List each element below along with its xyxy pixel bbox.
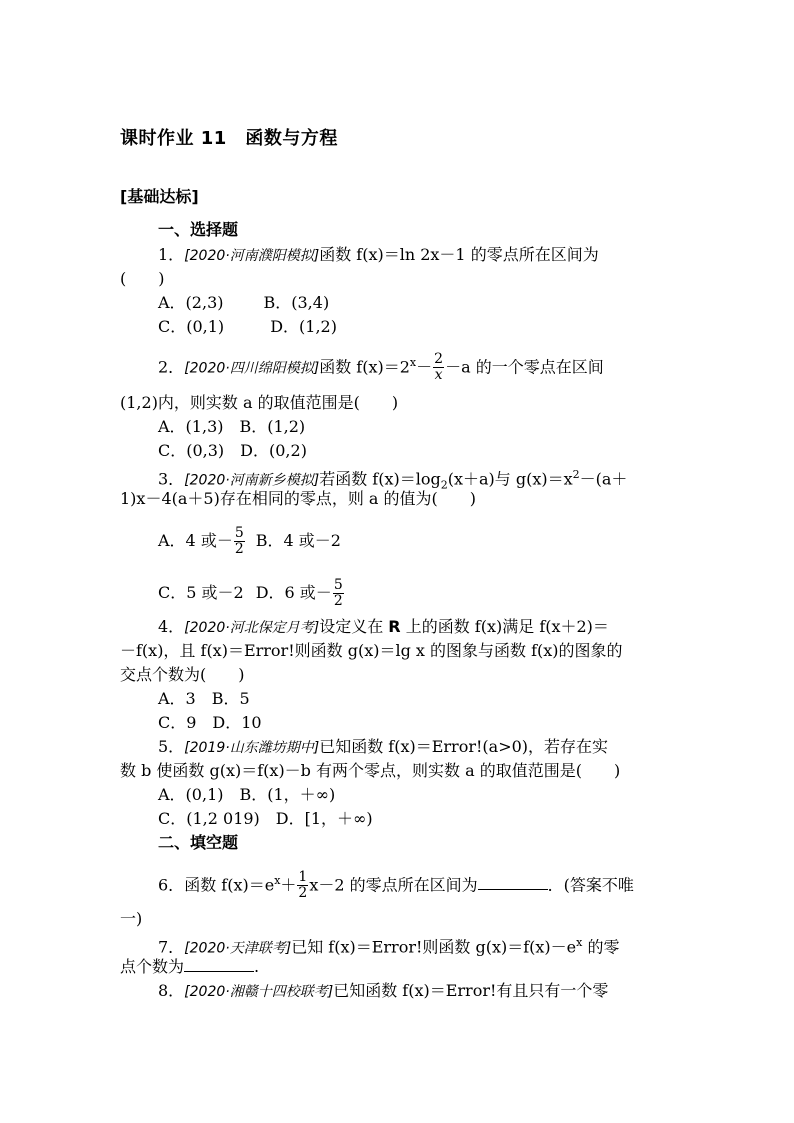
question-6-line-1: 6．函数 $f(x)=e^x+$ $\frac{1}{2}$ x－2 的零点所在区间为 ．(答案不唯 [158, 869, 634, 902]
question-7-line-2: 点个数为 . [120, 957, 260, 976]
question-6-line-2: 一) [120, 909, 143, 928]
question-1-options-cd: C．(0,1) D．(1,2) [158, 317, 337, 336]
fraction-5-over-2: $\frac{5}{2}$ [234, 525, 244, 557]
question-1-options-ab: A．(2,3) B．(3,4) [158, 293, 330, 312]
question-5-options-cd: C．(1,2 019) D．[1，＋∞) [158, 809, 373, 828]
question-4-line-1: 4．[2020·河北保定月考]设定义在 R 上的函数 f(x)满足 f(x＋2)＝ [158, 617, 609, 636]
question-3-options-cd: C．5 或－2 D．6 或－ $\frac{5}{2}$ [158, 577, 343, 609]
question-2-line-1: 2．[2020·四川绵阳模拟]函数 $f(x)=2^x-$ $\frac{2}{x}$ －a 的一个零点在区间 [158, 351, 604, 384]
question-3-line-1: 3．[2020·河南新乡模拟]若函数 $f(x)=\log_2(x+a)$与 $g(x)=x^2-(a+$ [158, 468, 628, 492]
question-5-line-1: 5．[2019·山东潍坊期中]已知函数 f(x)＝Error!(a>0)，若存在实 [158, 737, 609, 756]
question-2-options-cd: C．(0,3) D．(0,2) [158, 441, 307, 460]
question-2-source: [2020·四川绵阳模拟] [184, 360, 320, 377]
answer-blank-7 [184, 957, 254, 972]
question-4-line-3: 交点个数为( ) [120, 665, 245, 684]
question-1-line-1: 1．[2020·河南濮阳模拟]函数 f(x)＝ln 2x－1 的零点所在区间为 [158, 245, 599, 264]
question-3-options-ab: A．4 或－ $\frac{5}{2}$ B．4 或－2 [158, 525, 341, 557]
fraction-2-over-x: $\frac{2}{x}$ [434, 351, 444, 384]
section-heading: [基础达标] [120, 187, 199, 206]
page-title: 课时作业 11 函数与方程 [120, 128, 338, 149]
question-7-line-1: 7．[2020·天津联考]已知 f(x)＝Error!则函数 $g(x)=f(x)-e^x$ 的零 [158, 936, 620, 957]
question-2-options-ab: A．(1,3) B．(1,2) [158, 417, 306, 436]
part-heading-fill: 二、填空题 [158, 833, 239, 852]
question-4-source: [2020·河北保定月考] [184, 620, 320, 636]
answer-blank-6 [478, 875, 548, 890]
fraction-1-over-2: $\frac{1}{2}$ [298, 869, 308, 902]
question-5-line-2: 数 b 使函数 g(x)＝f(x)－b 有两个零点，则实数 a 的取值范围是( ) [120, 761, 621, 780]
fraction-5-over-2-d: $\frac{5}{2}$ [333, 577, 343, 609]
question-4-options-ab: A．3 B．5 [158, 689, 250, 708]
question-8-source: [2020·湘赣十四校联考] [184, 984, 334, 1000]
question-1-source: [2020·河南濮阳模拟] [184, 248, 320, 264]
question-2-line-2: (1,2)内，则实数 a 的取值范围是( ) [120, 393, 399, 412]
question-8-line-1: 8．[2020·湘赣十四校联考]已知函数 f(x)＝Error!有且只有一个零 [158, 981, 609, 1000]
question-3-source: [2020·河南新乡模拟] [184, 472, 320, 489]
question-5-options-ab: A．(0,1) B．(1，＋∞) [158, 785, 336, 804]
question-1-paren: ( ) [120, 269, 165, 288]
question-3-line-2: 1)x－4(a＋5)存在相同的零点，则 a 的值为( ) [120, 489, 477, 508]
question-7-source: [2020·天津联考] [184, 940, 292, 957]
part-heading-choice: 一、选择题 [158, 220, 239, 239]
question-4-line-2: －f(x)，且 f(x)＝Error!则函数 g(x)＝lg x 的图象与函数 f(x)的图象的 [120, 641, 623, 660]
question-5-source: [2019·山东潍坊期中] [184, 740, 320, 756]
question-4-options-cd: C．9 D．10 [158, 713, 262, 732]
